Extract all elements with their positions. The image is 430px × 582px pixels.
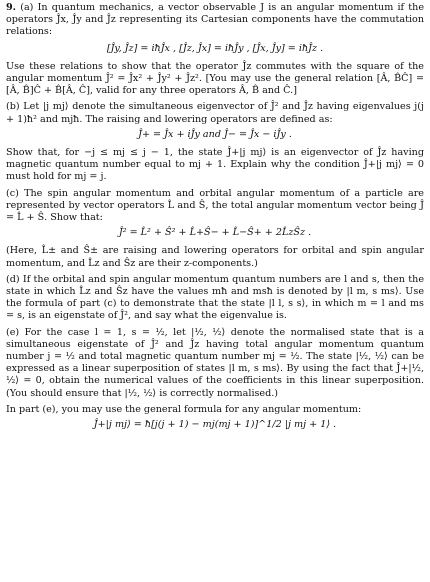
part-a-text: Use these relations to show that the operator Ĵz commutes with the square of the angular momentum Ĵ² = Ĵx² + Ĵy² + Ĵz². [You may use the general relation [Â, B̂Ĉ] = [Â, B̂]Ĉ + B̂[Â, Ĉ], valid for any three operators Â, B̂ and Ĉ.]: [6, 60, 424, 97]
part-d-text: (d) If the orbital and spin angular momentum quantum numbers are l and s, then the state in which L̂z and Ŝz have the values mħ and msħ is denoted by |l m, s ms⟩. Use the formula of part (c) to demonstrate that the state |l l, s s⟩, in which m = l and ms = s, is an eigenstate of Ĵ², and say what the eigenvalue is.: [6, 273, 424, 322]
question-number: 9.: [6, 2, 17, 13]
part-c-note-text: (Here, L̂± and Ŝ± are raising and lowering operators for orbital and spin angular momentum, and L̂z and Ŝz are their z-components.): [6, 245, 424, 269]
part-c-text: (c) The spin angular momentum and orbital angular momentum of a particle are represented by vector operators L̂ and Ŝ, the total angular momentum vector being Ĵ = L̂ + Ŝ. Show that:: [6, 187, 424, 224]
commutator-equation: [Ĵy, Ĵz] = iħĴx , [Ĵz, Ĵx] = iħĴy , [Ĵx, Ĵy] = iħĴz .: [106, 42, 324, 54]
part-b-continued-text: Show that, for −j ≤ mj ≤ j − 1, the state Ĵ+|j mj⟩ is an eigenvector of Ĵz having magnetic quantum number equal to mj + 1. Explain why the condition Ĵ+|j mj⟩ = 0 must hold for mj = j.: [6, 147, 424, 183]
j-squared-equation: Ĵ² = L̂² + Ŝ² + L̂+Ŝ− + L̂−Ŝ+ + 2L̂zŜz .: [118, 227, 312, 239]
part-e-text: (e) For the case l = 1, s = ½, let |½, ½⟩ denote the normalised state that is a simultaneous eigenstate of Ĵ² and Ĵz having total angular momentum quantum number j = ½ and total magnetic quantum number mj = ½. The state |½, ½⟩ can be expressed as a linear superposition of states |l m, s ms⟩. By using the fact that Ĵ+|½, ½⟩ = 0, obtain the numerical values of the coefficients in this linear superposition. (You should ensure that |½, ½⟩ is correctly normalised.): [6, 326, 424, 399]
intro-text: (a) In quantum mechanics, a vector observable J is an angular momentum if the operators Ĵx, Ĵy and Ĵz representing its Cartesian components have the commutation relations:: [6, 2, 424, 38]
raising-formula-equation: Ĵ+|j mj⟩ = ħ[j(j + 1) − mj(mj + 1)]^1/2 |j mj + 1⟩ .: [93, 419, 337, 431]
ladder-operator-equation: Ĵ+ = Ĵx + iĴy and Ĵ− = Ĵx − iĴy .: [138, 128, 292, 140]
question-intro: [6, 2, 424, 39]
part-e-hint-text: In part (e), you may use the general formula for any angular momentum:: [6, 403, 362, 415]
part-b-text: (b) Let |j mj⟩ denote the simultaneous eigenvector of Ĵ² and Ĵz having eigenvalues j(j + 1)ħ² and mjħ. The raising and lowering operators are defined as:: [6, 101, 424, 125]
